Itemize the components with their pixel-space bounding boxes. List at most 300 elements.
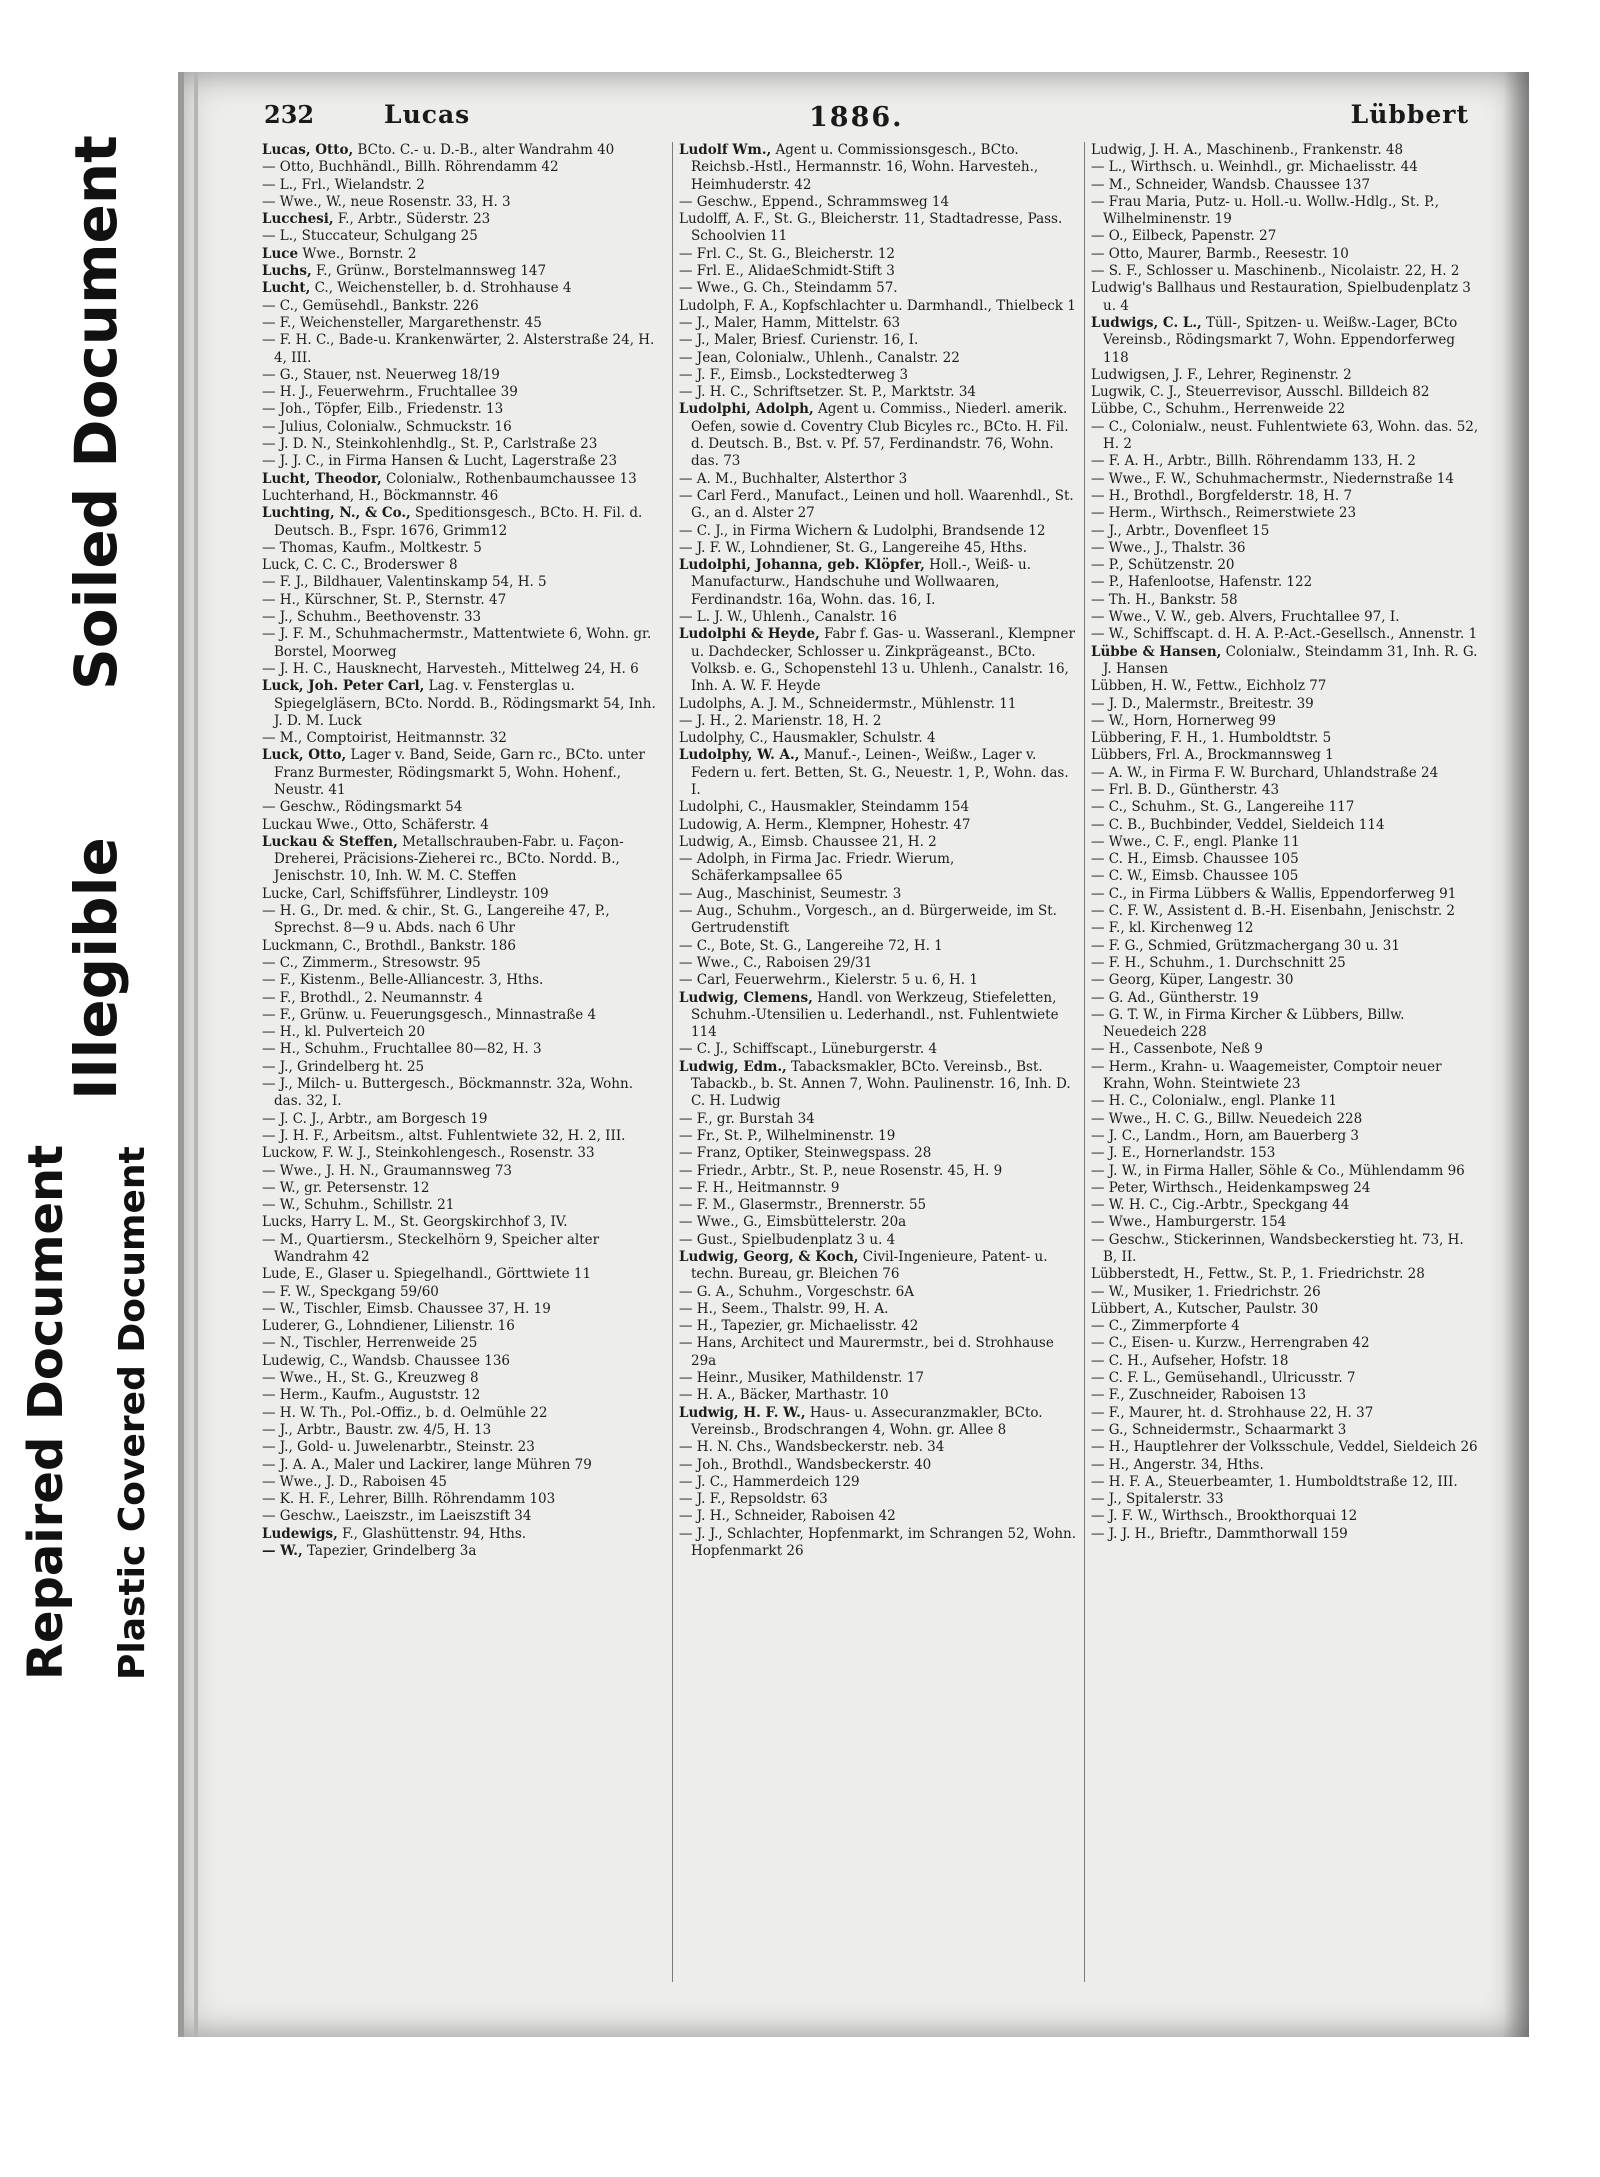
directory-entry [262, 436, 660, 453]
directory-entry [679, 350, 1079, 367]
entry-text: — Wwe., H. C. G., Billw. Neuedeich 228 [1091, 1110, 1363, 1127]
directory-entry [1091, 886, 1479, 903]
entry-text: — G., Schneidermstr., Schaarmarkt 3 [1091, 1421, 1347, 1438]
directory-entry [679, 747, 1079, 799]
directory-entry [262, 228, 660, 245]
directory-entry [262, 401, 660, 418]
directory-entry [1091, 1335, 1479, 1352]
directory-entry [679, 851, 1079, 886]
entry-text: — W., Schuhm., Schillstr. 21 [262, 1197, 455, 1214]
scanned-page [178, 72, 1529, 2037]
entry-text: — H., Hauptlehrer der Volksschule, Veddel, Sieldeich 26 [1091, 1439, 1478, 1456]
entry-text: — Friedr., Arbtr., St. P., neue Rosenstr. 45, H. 9 [679, 1162, 1003, 1179]
directory-entry [1091, 817, 1479, 834]
directory-entry [1091, 1284, 1479, 1301]
entry-text: Ludowig, A. Herm., Klempner, Hohestr. 47 [679, 816, 971, 833]
directory-entry [1091, 1041, 1479, 1058]
directory-entry [679, 211, 1079, 246]
directory-entry [679, 1041, 1079, 1058]
entry-text: — Wwe., C., Raboisen 29/31 [679, 954, 873, 971]
directory-entry [679, 1474, 1079, 1491]
directory-entry [1091, 280, 1479, 315]
directory-entry [679, 263, 1079, 280]
directory-entry [262, 1041, 660, 1058]
entry-text: — J. J. H., Brieftr., Dammthorwall 159 [1091, 1525, 1348, 1542]
entry-text: Haus- u. Assecuranzmakler, BCto. Vereinsb., Brodschrangen 4, Wohn. gr. Allee 8 [691, 1404, 1043, 1438]
entry-name: Lucht, [262, 280, 311, 297]
directory-entry [262, 990, 660, 1007]
entry-text: — J. A. A., Maler und Lackirer, lange Mühren 79 [262, 1456, 592, 1473]
directory-entry [1091, 401, 1479, 418]
entry-text: — P., Hafenlootse, Hafenstr. 122 [1091, 574, 1313, 591]
entry-text: — C., in Firma Lübbers & Wallis, Eppendorferweg 91 [1091, 885, 1457, 902]
directory-entry [1091, 765, 1479, 782]
entry-text: — J. D., Malermstr., Breitestr. 39 [1091, 695, 1314, 712]
entry-text: — J., Gold- u. Juwelenarbtr., Steinstr. 23 [262, 1439, 535, 1456]
directory-entry [679, 1128, 1079, 1145]
directory-entry [262, 1145, 660, 1162]
entry-text: — Wwe., J. H. N., Graumannsweg 73 [262, 1162, 513, 1179]
entry-text: — Herm., Wirthsch., Reimerstwiete 23 [1091, 505, 1357, 522]
header-right-word: Lübbert [1350, 100, 1469, 129]
directory-entry [679, 1318, 1079, 1335]
directory-entry [1091, 868, 1479, 885]
entry-text: — C., Gemüsehdl., Bankstr. 226 [262, 297, 479, 314]
entry-text: Ludolph, F. A., Kopfschlachter u. Darmhandl., Thielbeck 1 [679, 297, 1076, 314]
directory-entry [1091, 782, 1479, 799]
entry-text: Lübbers, Frl. A., Brockmannsweg 1 [1091, 747, 1334, 764]
directory-entry [262, 1508, 660, 1525]
directory-entry [262, 1526, 660, 1543]
entry-text: — F., Brothdl., 2. Neumannstr. 4 [262, 989, 483, 1006]
entry-text: — Fr., St. P., Wilhelminenstr. 19 [679, 1127, 896, 1144]
directory-entry [1091, 1387, 1479, 1404]
directory-entry [262, 505, 660, 540]
directory-entry [679, 1491, 1079, 1508]
directory-entry [262, 1370, 660, 1387]
directory-entry [262, 1111, 660, 1128]
directory-entry [262, 1335, 660, 1352]
directory-entry [1091, 1508, 1479, 1525]
entry-text: — Julius, Colonialw., Schmuckstr. 16 [262, 418, 512, 435]
entry-text: — Franz, Optiker, Steinwegspass. 28 [679, 1145, 932, 1162]
directory-entry [679, 1249, 1079, 1284]
directory-entry [679, 523, 1079, 540]
directory-entry [262, 574, 660, 591]
entry-text: — Wwe., J., Thalstr. 36 [1091, 539, 1246, 556]
entry-text: — W. H. C., Cig.-Arbtr., Speckgang 44 [1091, 1197, 1350, 1214]
directory-entry [679, 1439, 1079, 1456]
directory-entry [262, 419, 660, 436]
directory-entry [262, 159, 660, 176]
entry-text: — H., Cassenbote, Neß 9 [1091, 1041, 1263, 1058]
entry-text: — J. H. F., Arbeitsm., altst. Fuhlentwiete 32, H. 2, III. [262, 1127, 626, 1144]
entry-text: — Wwe., V. W., geb. Alvers, Fruchtallee 97, I. [1091, 609, 1400, 626]
entry-text: — Otto, Maurer, Barmb., Reesestr. 10 [1091, 245, 1349, 262]
entry-text: Colonialw., Rothenbaumchaussee 13 [381, 470, 637, 487]
directory-entry [262, 661, 660, 678]
entry-name: Luchting, N., & Co., [262, 505, 411, 522]
directory-entry [262, 626, 660, 661]
page-header [264, 100, 1469, 134]
entry-text: Lübbering, F. H., 1. Humboldtstr. 5 [1091, 730, 1332, 747]
entry-text: Tüll-, Spitzen- u. Weißw.-Lager, BCto Vereinsb., Rödingsmarkt 7, Wohn. Eppendorferweg 118 [1103, 314, 1458, 366]
entry-text: — A. W., in Firma F. W. Burchard, Uhlandstraße 24 [1091, 764, 1439, 781]
entry-text: C., Weichensteller, b. d. Strohhause 4 [310, 280, 572, 297]
directory-entry [1091, 574, 1479, 591]
entry-text: Holl.-, Weiß- u. Manufacturw., Handschuhe und Wollwaaren, Ferdinandstr. 16a, Wohn. das. 16, I. [691, 557, 1031, 608]
entry-text: — Peter, Wirthsch., Heidenkampsweg 24 [1091, 1179, 1371, 1196]
entry-text: — F. H. C., Bade-u. Krankenwärter, 2. Alsterstraße 24, H. 4, III. [262, 332, 655, 366]
entry-text: — M., Schneider, Wandsb. Chaussee 137 [1091, 176, 1371, 193]
directory-entry [1091, 1111, 1479, 1128]
directory-entry [262, 384, 660, 401]
directory-entry [679, 834, 1079, 851]
entry-text: Luckau Wwe., Otto, Schäferstr. 4 [262, 816, 489, 833]
directory-entry [1091, 557, 1479, 574]
page-number: 232 [264, 100, 315, 129]
entry-text: — A. M., Buchhalter, Alsterthor 3 [679, 470, 908, 487]
entry-name: Lucht, Theodor, [262, 470, 382, 487]
entry-text: Lager v. Band, Seide, Garn rc., BCto. unter Franz Burmester, Rödingsmarkt 5, Wohn. Hohenf., Neustr. 41 [274, 747, 645, 798]
directory-entry [1091, 747, 1479, 764]
entry-name: Ludewigs, [262, 1525, 338, 1542]
entry-text: Manuf.-, Leinen-, Weißw., Lager v. Federn u. fert. Betten, St. G., Neuestr. 1, P., Wohn. das. I. [691, 747, 1069, 798]
directory-entry [1091, 1318, 1479, 1335]
entry-text: — H., Tapezier, gr. Michaelisstr. 42 [679, 1318, 919, 1335]
directory-entry [679, 1059, 1079, 1111]
entry-name: Luchs, [262, 263, 312, 280]
entry-text: — F., Zuschneider, Raboisen 13 [1091, 1387, 1307, 1404]
entry-text: — Wwe., W., neue Rosenstr. 33, H. 3 [262, 193, 511, 210]
entry-text: — J., Arbtr., Dovenfleet 15 [1091, 522, 1270, 539]
entry-name: Lübbe & Hansen, [1091, 643, 1222, 660]
entry-text: Lübbe, C., Schuhm., Herrenweide 22 [1091, 401, 1346, 418]
entry-text: — H. N. Chs., Wandsbeckerstr. neb. 34 [679, 1439, 945, 1456]
entry-text: — L., Stuccateur, Schulgang 25 [262, 228, 478, 245]
entry-text: — J. W., in Firma Haller, Söhle & Co., Mühlendamm 96 [1091, 1162, 1465, 1179]
entry-name: Ludolf Wm., [679, 142, 772, 158]
directory-entry [1091, 1128, 1479, 1145]
entry-text: — C., Zimmerm., Stresowstr. 95 [262, 954, 481, 971]
entry-text: Tapezier, Grindelberg 3a [302, 1543, 477, 1560]
entry-text: Speditionsgesch., BCto. H. Fil. d. Deutsch. B., Fspr. 1676, Grimm12 [274, 505, 643, 539]
entry-name: Ludolphy, W. A., [679, 747, 800, 764]
entry-text: Ludolphs, A. J. M., Schneidermstr., Mühlenstr. 11 [679, 695, 1017, 712]
entry-text: — J. H., Schneider, Raboisen 42 [679, 1508, 896, 1525]
directory-entry [679, 142, 1079, 194]
directory-entry [262, 332, 660, 367]
directory-entry [262, 938, 660, 955]
directory-entry [679, 1387, 1079, 1404]
entry-text: — Otto, Buchhändl., Billh. Röhrendamm 42 [262, 159, 559, 176]
directory-entry [679, 194, 1079, 211]
entry-text: — Aug., Schuhm., Vorgesch., an d. Bürgerweide, im St. Gertrudenstift [679, 903, 1057, 937]
directory-entry [679, 315, 1079, 332]
directory-entry [262, 1266, 660, 1283]
entry-text: — J. J. C., in Firma Hansen & Lucht, Lagerstraße 23 [262, 453, 618, 470]
directory-entry [679, 332, 1079, 349]
directory-entry [1091, 1197, 1479, 1214]
directory-entry [262, 1059, 660, 1076]
header-left-word: Lucas [384, 100, 471, 129]
directory-entry [262, 280, 660, 297]
entry-text: — Carl, Feuerwehrm., Kielerstr. 5 u. 6, H. 1 [679, 972, 978, 989]
entry-text: — J. C. J., Arbtr., am Borgesch 19 [262, 1110, 488, 1127]
header-year: 1886. [809, 102, 904, 133]
directory-entry [262, 1353, 660, 1370]
directory-entry [679, 938, 1079, 955]
directory-entry [262, 246, 660, 263]
directory-entry [1091, 194, 1479, 229]
directory-entry [679, 609, 1079, 626]
directory-entry [262, 1232, 660, 1267]
entry-text: — Carl Ferd., Manufact., Leinen und holl. Waarenhdl., St. G., an d. Alster 27 [679, 487, 1074, 522]
directory-entry [1091, 990, 1479, 1007]
directory-entry [679, 1457, 1079, 1474]
entry-text: — J., Spitalerstr. 33 [1091, 1491, 1224, 1508]
entry-text: — Aug., Maschinist, Seumestr. 3 [679, 885, 902, 902]
entry-text: — Wwe., F. W., Schuhmachermstr., Niedernstraße 14 [1091, 470, 1454, 487]
entry-text: — Frl. C., St. G., Bleicherstr. 12 [679, 245, 895, 262]
entry-text: Ludwig, J. H. A., Maschinenb., Frankenstr. 48 [1091, 142, 1404, 158]
entry-text: Luckow, F. W. J., Steinkohlengesch., Rosenstr. 33 [262, 1145, 595, 1162]
directory-entry [679, 298, 1079, 315]
directory-entry [1091, 228, 1479, 245]
directory-entry [262, 1457, 660, 1474]
directory-entry [679, 990, 1079, 1042]
directory-entry [262, 1474, 660, 1491]
entry-text: Metallschrauben-Fabr. u. Façon-Dreherei, Präcisions-Zieherei rc., BCto. Nordd. B., Jenischstr. 10, Inh. W. M. C. Steffen [274, 833, 624, 885]
entry-text: Ludolff, A. F., St. G., Bleicherstr. 11, Stadtadresse, Pass. Schoolvien 11 [679, 211, 1063, 245]
directory-entry [679, 384, 1079, 401]
directory-entry [262, 453, 660, 470]
entry-text: Ludolphy, C., Hausmakler, Schulstr. 4 [679, 730, 936, 747]
directory-entry [679, 280, 1079, 297]
entry-text: — Thomas, Kaufm., Moltkestr. 5 [262, 539, 482, 556]
directory-entry [679, 246, 1079, 263]
directory-entry [1091, 730, 1479, 747]
directory-entry [1091, 644, 1479, 679]
directory-entry [679, 471, 1079, 488]
entry-text: Fabr f. Gas- u. Wasseranl., Klempner u. Dachdecker, Schlosser u. Zinkprägeanst., BCto. Volksb. e. G., Schopenstehl 13 u. Uhlenh., Canalstr. 16, Inh. A. W. F. Heyde [691, 626, 1075, 695]
entry-text: Ludewig, C., Wandsb. Chaussee 136 [262, 1352, 511, 1369]
entry-text: — Frl. E., AlidaeSchmidt-Stift 3 [679, 263, 895, 280]
directory-entry [1091, 1370, 1479, 1387]
entry-text: — N., Tischler, Herrenweide 25 [262, 1335, 478, 1352]
entry-text: — Geschw., Stickerinnen, Wandsbeckerstieg ht. 73, H. B, II. [1091, 1231, 1464, 1265]
entry-name: Ludolphi & Heyde, [679, 626, 820, 643]
entry-text: Ludolphi, C., Hausmakler, Steindamm 154 [679, 799, 970, 816]
entry-text: — Wwe., G. Ch., Steindamm 57. [679, 280, 898, 297]
entry-text: Tabacksmakler, BCto. Vereinsb., Bst. Tabackb., b. St. Annen 7, Wohn. Paulinenstr. 16, Inh. D. C. H. Ludwig [691, 1058, 1071, 1110]
directory-entry [262, 609, 660, 626]
directory-entry [262, 886, 660, 903]
entry-text: — C. H., Eimsb. Chaussee 105 [1091, 851, 1299, 868]
directory-entry [1091, 1457, 1479, 1474]
entry-name: Ludwig, Georg, & Koch, [679, 1249, 859, 1265]
directory-entry [1091, 263, 1479, 280]
entry-text: Lucke, Carl, Schiffsführer, Lindleystr. 109 [262, 885, 549, 902]
plastic-covered-document-label: Plastic Covered Document [112, 1146, 153, 1680]
entry-text: — J. H., 2. Marienstr. 18, H. 2 [679, 712, 882, 729]
directory-columns [262, 142, 1479, 1982]
entry-text: — C. J., Schiffscapt., Lüneburgerstr. 4 [679, 1041, 938, 1058]
directory-entry [1091, 1007, 1479, 1042]
directory-entry [262, 471, 660, 488]
entry-text: — C. H., Aufseher, Hofstr. 18 [1091, 1352, 1289, 1369]
directory-entry [1091, 419, 1479, 454]
entry-text: — G., Stauer, nst. Neuerweg 18/19 [262, 366, 500, 383]
directory-entry [262, 799, 660, 816]
directory-entry [262, 194, 660, 211]
directory-entry [679, 1197, 1079, 1214]
directory-entry [262, 557, 660, 574]
directory-entry [262, 1439, 660, 1456]
entry-text: — F. H., Heitmannstr. 9 [679, 1179, 840, 1196]
directory-entry [262, 1214, 660, 1231]
entry-text: — H., Kürschner, St. P., Sternstr. 47 [262, 591, 507, 608]
entry-text: — J. F. W., Wirthsch., Brookthorquai 12 [1091, 1508, 1358, 1525]
entry-text: — M., Comptoirist, Heitmannstr. 32 [262, 730, 507, 747]
entry-name: Luckau & Steffen, [262, 833, 398, 850]
directory-entry [1091, 972, 1479, 989]
directory-entry [1091, 177, 1479, 194]
directory-entry [262, 1422, 660, 1439]
entry-text: Ludwig's Ballhaus und Restauration, Spielbudenplatz 3 u. 4 [1091, 280, 1471, 314]
directory-entry [262, 678, 660, 730]
directory-entry [1091, 1422, 1479, 1439]
entry-text: Luckmann, C., Brothdl., Bankstr. 186 [262, 937, 516, 954]
directory-entry [679, 1335, 1079, 1370]
entry-text: — W., Tischler, Eimsb. Chaussee 37, H. 19 [262, 1300, 551, 1317]
entry-text: — J. D. N., Steinkohlenhdlg., St. P., Carlstraße 23 [262, 436, 598, 453]
entry-text: — F. M., Glasermstr., Brennerstr. 55 [679, 1197, 927, 1214]
entry-text: Lübbert, A., Kutscher, Paulstr. 30 [1091, 1300, 1319, 1317]
entry-name: Ludwigs, C. L., [1091, 314, 1202, 331]
directory-entry [1091, 1474, 1479, 1491]
directory-entry [262, 592, 660, 609]
entry-text: — G. A., Schuhm., Vorgeschstr. 6A [679, 1283, 915, 1300]
directory-entry [679, 367, 1079, 384]
entry-text: Agent u. Commissionsgesch., BCto. Reichsb.-Hstl., Hermannstr. 16, Wohn. Harvesteh., Heimhuderstr. 42 [691, 142, 1039, 193]
entry-text: F., Glashüttenstr. 94, Hths. [337, 1525, 527, 1542]
directory-entry [679, 1301, 1079, 1318]
directory-entry [1091, 626, 1479, 643]
entry-text: — L. J. W., Uhlenh., Canalstr. 16 [679, 609, 897, 626]
directory-entry [262, 1318, 660, 1335]
entry-text: — W., Musiker, 1. Friedrichstr. 26 [1091, 1283, 1321, 1300]
directory-entry [262, 972, 660, 989]
directory-entry [1091, 834, 1479, 851]
entry-text: — K. H. F., Lehrer, Billh. Röhrendamm 103 [262, 1491, 556, 1508]
entry-text: — H. J., Feuerwehrm., Fruchtallee 39 [262, 384, 518, 401]
directory-entry [1091, 1232, 1479, 1267]
directory-entry [1091, 540, 1479, 557]
entry-text: — C., Zimmerpforte 4 [1091, 1318, 1240, 1335]
directory-entry [679, 1526, 1079, 1561]
directory-entry [1091, 1180, 1479, 1197]
entry-text: — F. G., Schmied, Grützmachergang 30 u. 31 [1091, 937, 1400, 954]
directory-column-3 [1084, 142, 1479, 1982]
entry-name: Ludwig, Edm., [679, 1058, 787, 1075]
directory-entry [679, 1284, 1079, 1301]
directory-entry [1091, 505, 1479, 522]
directory-entry [1091, 1145, 1479, 1162]
entry-text: — F. A. H., Arbtr., Billh. Röhrendamm 133, H. 2 [1091, 453, 1416, 470]
entry-text: — C., Bote, St. G., Langereihe 72, H. 1 [679, 937, 943, 954]
entry-text: — Wwe., Hamburgerstr. 154 [1091, 1214, 1287, 1231]
directory-entry [1091, 1093, 1479, 1110]
directory-entry [262, 142, 660, 159]
entry-text: — F., Kistenm., Belle-Alliancestr. 3, Hths. [262, 972, 544, 989]
directory-entry [1091, 315, 1479, 367]
entry-text: Luchterhand, H., Böckmannstr. 46 [262, 487, 499, 504]
directory-entry [679, 730, 1079, 747]
directory-entry [1091, 246, 1479, 263]
entry-text: — J. C., Landm., Horn, am Bauerberg 3 [1091, 1127, 1359, 1144]
directory-entry [262, 540, 660, 557]
directory-entry [1091, 1214, 1479, 1231]
entry-text: — C. F. L., Gemüsehandl., Ulricusstr. 7 [1091, 1370, 1356, 1387]
directory-entry [1091, 713, 1479, 730]
entry-text: — F. J., Bildhauer, Valentinskamp 54, H. 5 [262, 574, 547, 591]
entry-text: — Geschw., Rödingsmarkt 54 [262, 799, 463, 816]
directory-entry [262, 211, 660, 228]
entry-text: — W., Horn, Hornerweg 99 [1091, 712, 1276, 729]
directory-entry [679, 1111, 1079, 1128]
entry-name: Lucchesi, [262, 211, 334, 228]
directory-entry [262, 834, 660, 886]
entry-text: — H. W. Th., Pol.-Offiz., b. d. Oelmühle 22 [262, 1404, 548, 1421]
entry-text: — J. F., Repsoldstr. 63 [679, 1491, 828, 1508]
entry-text: Ludwigsen, J. F., Lehrer, Reginenstr. 2 [1091, 366, 1352, 383]
entry-text: Agent u. Commiss., Niederl. amerik. Oefen, sowie d. Coventry Club Bicyles rc., BCto. H. Fil. d. Deutsch. B., Bst. v. Pf. 57, Ferdinandstr. 76, Wohn. das. 73 [691, 401, 1069, 470]
directory-entry [679, 817, 1079, 834]
directory-entry [262, 903, 660, 938]
directory-entry [679, 1214, 1079, 1231]
directory-column-1 [262, 142, 660, 1982]
entry-text: — H. C., Colonialw., engl. Planke 11 [1091, 1093, 1337, 1110]
directory-entry [262, 177, 660, 194]
directory-entry [679, 1370, 1079, 1387]
directory-entry [262, 1387, 660, 1404]
entry-text: F., Arbtr., Süderstr. 23 [333, 211, 491, 228]
entry-text: — Wwe., G., Eimsbüttelerstr. 20a [679, 1214, 907, 1231]
entry-text: — C., Schuhm., St. G., Langereihe 117 [1091, 799, 1355, 816]
directory-entry [1091, 1526, 1479, 1543]
directory-entry [679, 713, 1079, 730]
entry-text: Lugwik, C. J., Steuerrevisor, Ausschl. Billdeich 82 [1091, 384, 1430, 401]
entry-text: — J., Grindelberg ht. 25 [262, 1058, 425, 1075]
entry-text: — Geschw., Eppend., Schrammsweg 14 [679, 193, 950, 210]
entry-text: — J., Maler, Briesf. Curienstr. 16, I. [679, 332, 919, 349]
entry-text: Lübben, H. W., Fettw., Eichholz 77 [1091, 678, 1327, 695]
directory-entry [1091, 471, 1479, 488]
directory-entry [1091, 453, 1479, 470]
entry-text: Lucks, Harry L. M., St. Georgskirchhof 3, IV. [262, 1214, 568, 1231]
entry-text: — J. H. C., Schriftsetzer. St. P., Marktstr. 34 [679, 384, 976, 401]
directory-entry [1091, 1491, 1479, 1508]
entry-text: — C. W., Eimsb. Chaussee 105 [1091, 868, 1299, 885]
entry-name: Ludolphi, Johanna, geb. Klöpfer, [679, 557, 925, 574]
directory-entry [679, 557, 1079, 609]
entry-text: — P., Schützenstr. 20 [1091, 557, 1235, 574]
directory-entry [262, 1543, 660, 1560]
directory-entry [679, 626, 1079, 695]
entry-text: — H., Brothdl., Borgfelderstr. 18, H. 7 [1091, 487, 1353, 504]
directory-entry [262, 488, 660, 505]
